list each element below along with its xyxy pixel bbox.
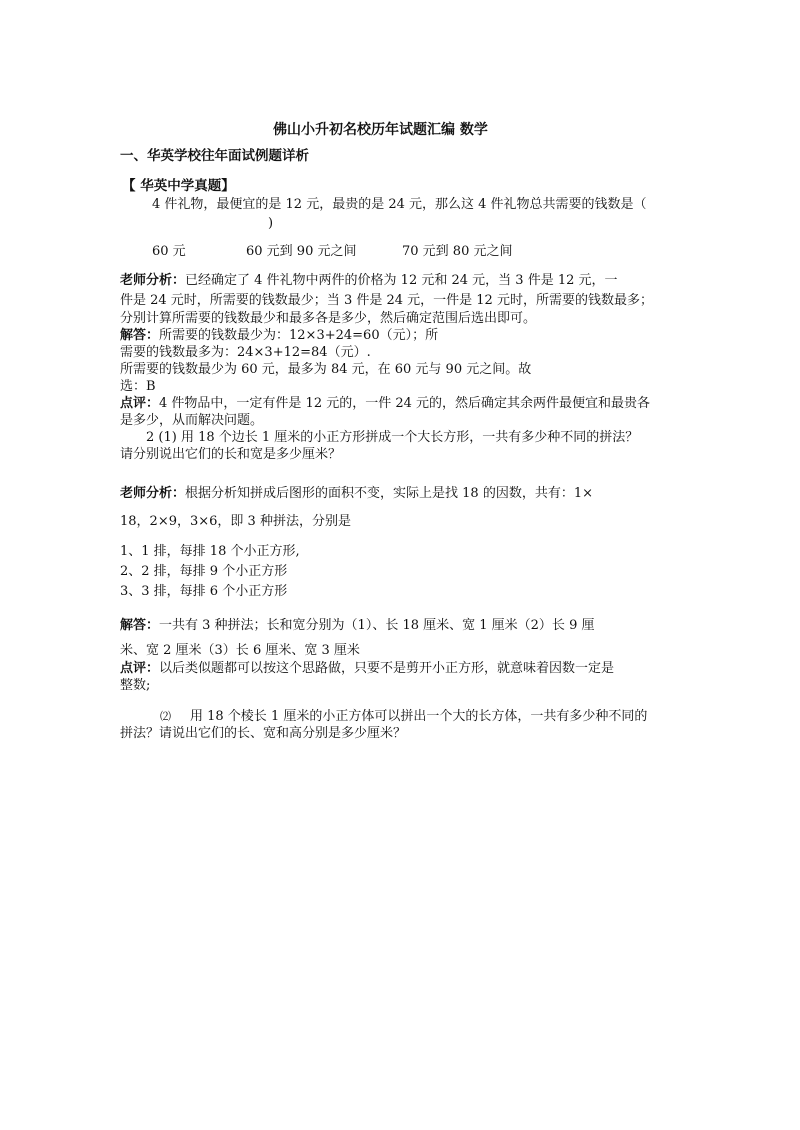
analysis-1-line2: 件是 24 元时，所需要的钱数最少；当 3 件是 24 元，一件是 12 元时，所需要的钱数最多；	[120, 293, 653, 308]
comment-1-line2: 是多少，从而解决问题。	[120, 413, 264, 428]
question-2-line1: 2 (1) 用 18 个边长 1 厘米的小正方形拼成一个大长方形，一共有多少种不同的拼法？	[146, 430, 639, 445]
answer-1-line2: 需要的钱数最多为：24×3+12=84（元）.	[120, 345, 371, 360]
analysis-1-line3: 分别计算所需要的钱数最少和最多各是多少，然后确定范围后选出即可。	[120, 311, 537, 326]
option-b: 60 元到 90 元之间	[246, 244, 357, 259]
subsection-heading: 【 华英中学真题】	[122, 178, 235, 194]
option-a: 60 元	[152, 244, 186, 259]
list-item: 1、1 排，每排 18 个小正方形,	[120, 544, 300, 559]
option-c: 70 元到 80 元之间	[402, 244, 513, 259]
question-3-number: ⑵	[160, 710, 171, 723]
answer-1-line4: 选：B	[120, 379, 156, 394]
answer-2-line2: 米、宽 2 厘米（3）长 6 厘米、宽 3 厘米	[120, 643, 360, 658]
list-item: 3、3 排，每排 6 个小正方形	[120, 584, 288, 599]
answer-1-line3: 所需要的钱数最少为 60 元，最多为 84 元，在 60 元与 90 元之间。故	[120, 362, 532, 377]
comment-2-line1: 点评：以后类似题都可以按这个思路做，只要不是剪开小正方形，就意味着因数一定是	[120, 661, 615, 676]
analysis-2-line2: 18，2×9，3×6，即 3 种拼法，分别是	[120, 514, 351, 529]
answer-label: 解答：	[120, 328, 160, 343]
analysis-label: 老师分析：	[120, 486, 186, 501]
question-1-text: 4 件礼物，最便宜的是 12 元，最贵的是 24 元，那么这 4 件礼物总共需要的钱数是（	[152, 197, 647, 212]
document-title: 佛山小升初名校历年试题汇编 数学	[273, 122, 488, 138]
answer-label: 解答：	[120, 618, 160, 633]
question-3-line1: 用 18 个棱长 1 厘米的小正方体可以拼出一个大的长方体，一共有多少种不同的	[190, 709, 648, 724]
analysis-1-line1: 老师分析：已经确定了 4 件礼物中两件的价格为 12 元和 24 元，当 3 件是 12 元，一	[120, 273, 618, 288]
comment-2-line2: 整数;	[120, 678, 151, 693]
analysis-2-line1: 老师分析：根据分析知拼成后图形的面积不变，实际上是找 18 的因数，共有：1×	[120, 486, 593, 501]
comment-label: 点评：	[120, 396, 160, 411]
comment-label: 点评：	[120, 661, 160, 676]
section-heading: 一、华英学校往年面试例题详析	[120, 148, 309, 164]
answer-1-line1: 解答：所需要的钱数最少为：12×3+24=60（元）；所	[120, 328, 439, 343]
comment-1-line1: 点评：4 件物品中，一定有件是 12 元的，一件 24 元的，然后确定其余两件最便宜和最贵各	[120, 396, 651, 411]
answer-2-line1: 解答：一共有 3 种拼法；长和宽分别为（1）、长 18 厘米、宽 1 厘米（2）长 9 厘	[120, 618, 595, 633]
analysis-label: 老师分析：	[120, 273, 186, 288]
list-item: 2、2 排，每排 9 个小正方形	[120, 564, 288, 579]
question-3-line2: 拼法？请说出它们的长、宽和高分别是多少厘米？	[120, 726, 407, 741]
question-2-line2: 请分别说出它们的长和宽是多少厘米？	[120, 447, 342, 462]
question-1-bracket: )	[268, 216, 274, 231]
